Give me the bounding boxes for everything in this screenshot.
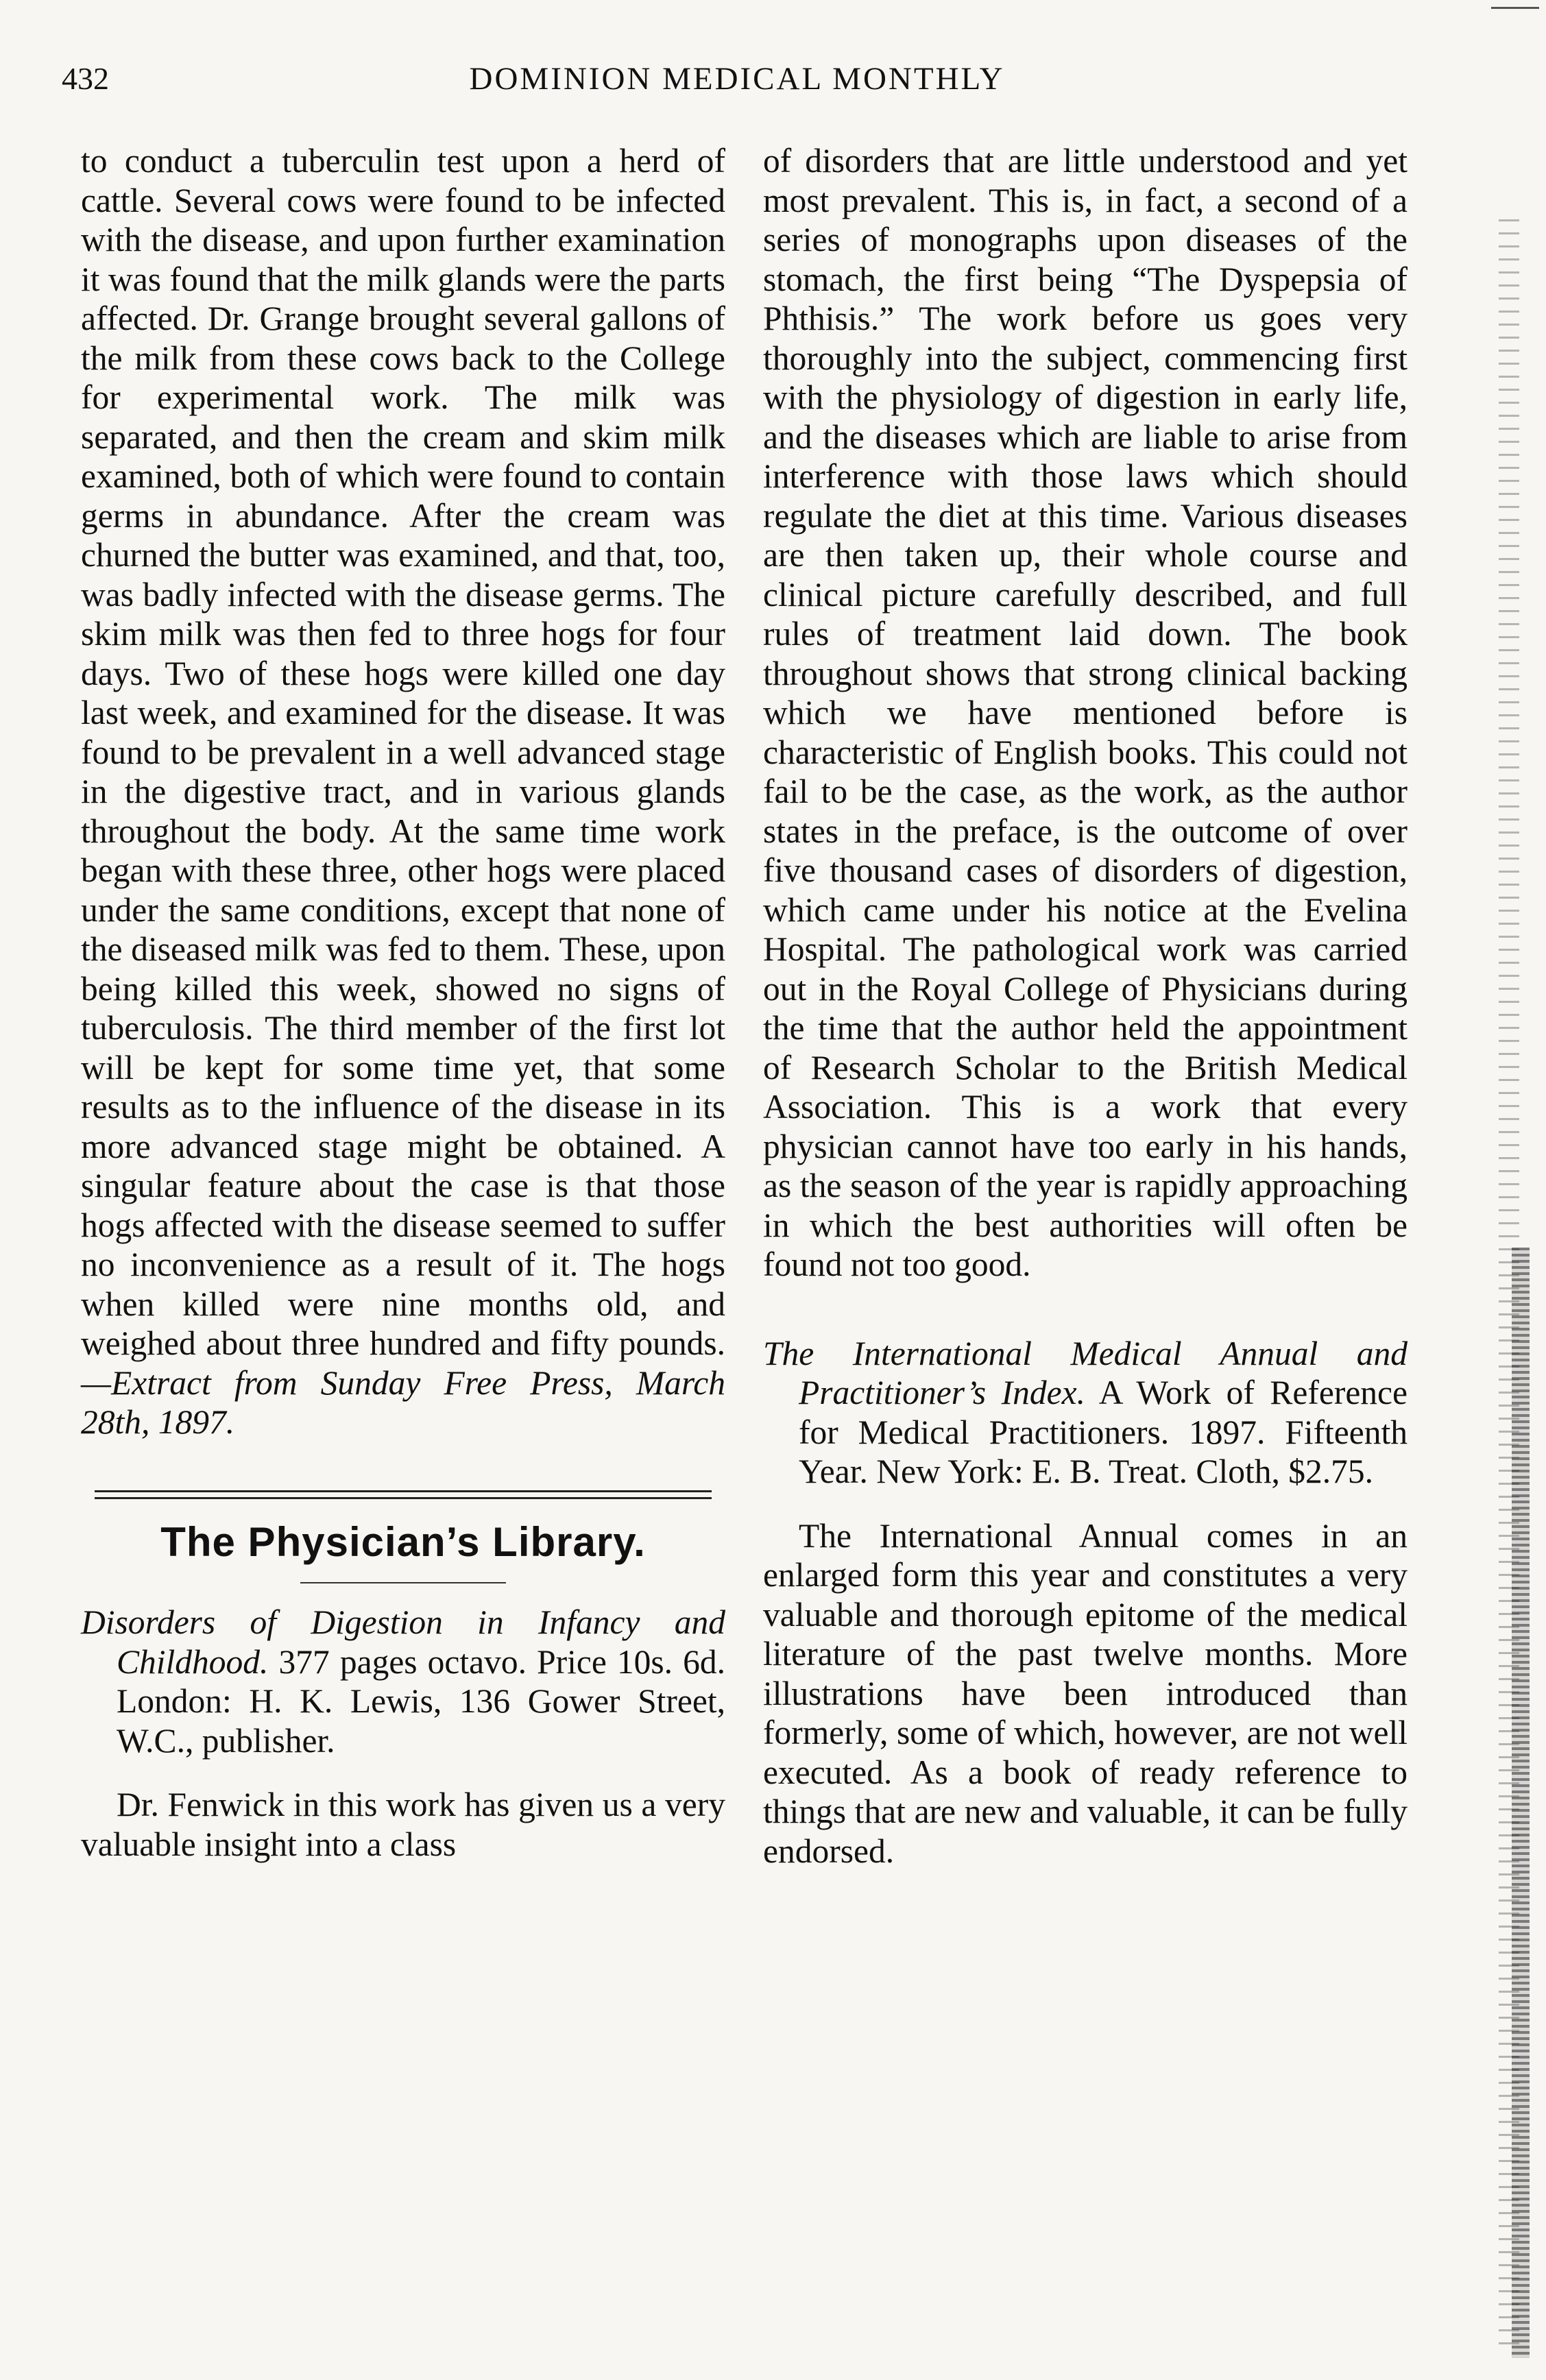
page-corner-mark [1491, 7, 1539, 9]
book-entry-international-medical-annual [763, 1334, 1408, 1492]
book-entry-disorders-of-digestion [81, 1603, 725, 1760]
page-header [62, 60, 1412, 108]
review-paragraph-start: Dr. Fenwick in this work has given us a very valuable insight into a class [81, 1786, 725, 1863]
article-continuation [81, 141, 725, 1442]
page-edge-artifact-dark [1512, 1248, 1530, 2358]
book-details: A Work of Reference for Medical Practitioners. 1897. Fifteenth Year. New York: E. B. Treat. Cloth, $2.75. [799, 1374, 1408, 1490]
page-number: 432 [62, 61, 109, 96]
article-citation: —Extract from Sunday Free Press, March 28th, 1897. [81, 1363, 725, 1441]
section-subrule [300, 1582, 506, 1583]
left-column [81, 141, 725, 1864]
right-column [763, 141, 1408, 1871]
book-title: The International Medical Annual and Practitioner’s Index. [763, 1334, 1408, 1411]
section-rule-bottom [95, 1497, 712, 1499]
book-title: Disorders of Digestion in Infancy and Childhood. [81, 1603, 725, 1681]
running-head: DOMINION MEDICAL MONTHLY [469, 61, 1005, 97]
article-text: to conduct a tuberculin test upon a herd of cattle. Several cows were found to be infected with the disease, and upon further examination it was found that the milk glands were the parts affected. Dr. Grange brought several gallons of the milk from these cows back to the College for experimental work. The milk was separated, and then the cream and skim milk examined, both of which were found to contain germs in abundance. After the cream was churned the butter was examined, and that, too, was badly infected with the disease germs. The skim milk was then fed to three hogs for four days. Two of these hogs were killed one day last week, and examined for the disease. It was found to be prevalent in a well advanced stage in the digestive tract, and in various glands throughout the body. At the same time work began with these three, other hogs were placed under the same conditions, except that none of the diseased milk was fed to them. These, upon being killed this week, showed no signs of tuberculosis. The third member of the first lot will be kept for some time yet, that some results as to the influence of the disease in its more advanced stage might be obtained. A singular feature about the case is that those hogs affected with the disease seemed to suffer no inconvenience as a result of it. The hogs when killed were nine months old, and weighed about three hundred and fifty pounds. [81, 142, 725, 1362]
section-rule-top [95, 1490, 712, 1492]
section-rule [95, 1490, 712, 1499]
book-details: 377 pages octavo. Price 10s. 6d. London: H. K. Lewis, 136 Gower Street, W.C., publisher. [117, 1642, 726, 1760]
review-paragraph-continued: of disorders that are little understood and yet most prevalent. This is, in fact, a second of a series of monographs upon diseases of the stomach, the first being “The Dyspepsia of Phthisis.” The work before us goes very thoroughly into the subject, commencing first with the physiology of digestion in early life, and the diseases which are liable to arise from interference with those laws which should regulate the diet at this time. Various diseases are then taken up, their whole course and clinical picture carefully described, and full rules of treatment laid down. The book throughout shows that strong clinical backing which we have mentioned before is characteristic of English books. This could not fail to be the case, as the work, as the author states in the preface, is the outcome of over five thousand cases of disorders of digestion, which came under his notice at the Evelina Hospital. The pathological work was carried out in the Royal College of Physicians during the time that the author held the appointment of Research Scholar to the British Medical Association. This is a work that every physician cannot have too early in his hands, as the season of the year is rapidly approaching in which the best authorities will often be found not too good. [763, 142, 1408, 1283]
section-heading: The Physician’s Library. [160, 1518, 646, 1565]
review-paragraph-annual: The International Annual comes in an enlarged form this year and constitutes a very valuable and thorough epitome of the medical literature of the past twelve months. More illustrations have been introduced than formerly, some of which, however, are not well executed. As a book of ready reference to things that are new and valuable, it can be fully endorsed. [763, 1516, 1408, 1870]
